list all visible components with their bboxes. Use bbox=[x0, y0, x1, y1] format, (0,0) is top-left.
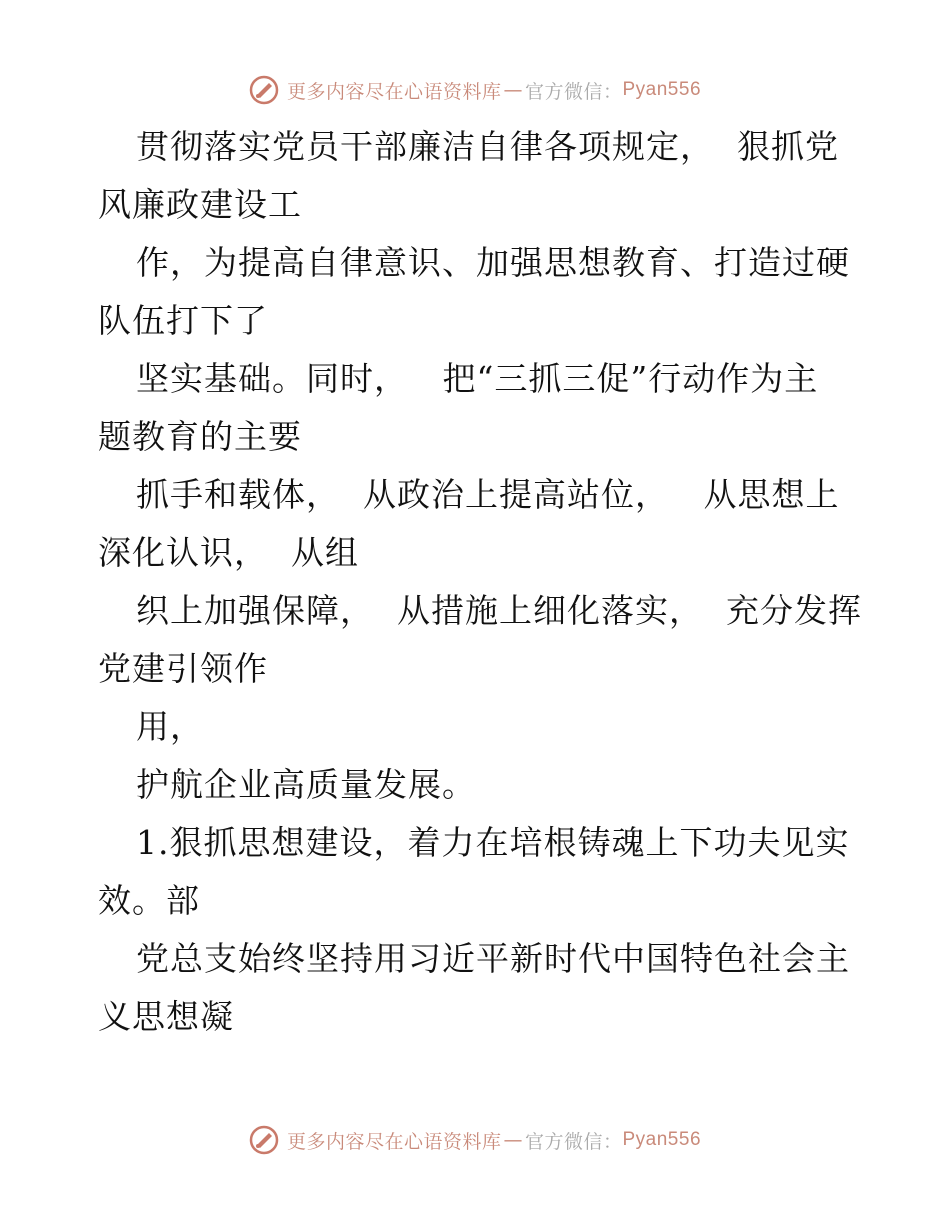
body-text-line: 贯彻落实党员干部廉洁自律各项规定， 狠抓党 bbox=[136, 127, 839, 166]
body-text-line: 护航企业高质量发展。 bbox=[136, 765, 476, 804]
footer-banner bbox=[0, 1120, 950, 1160]
body-text-line: 义思想凝 bbox=[98, 997, 234, 1036]
brand-logo-icon bbox=[249, 1125, 279, 1155]
banner-wechat-id: Pyan556 bbox=[622, 1129, 702, 1150]
body-text-line: 作，为提高自律意识、加强思想教育、打造过硬 bbox=[136, 243, 850, 282]
body-text-line: 题教育的主要 bbox=[98, 417, 302, 456]
banner-separator: — bbox=[503, 79, 523, 101]
body-text-line: 风廉政建设工 bbox=[98, 185, 302, 224]
banner-wechat-id: Pyan556 bbox=[622, 79, 702, 100]
body-text-line: 织上加强保障， 从措施上细化落实， 充分发挥 bbox=[136, 591, 862, 630]
body-text-line: 党建引领作 bbox=[98, 649, 268, 688]
banner-main-text: 更多内容尽在心语资料库 bbox=[286, 80, 502, 103]
body-text-line: 抓手和载体， 从政治上提高站位， 从思想上 bbox=[136, 475, 840, 514]
body-text-line: 队伍打下了 bbox=[98, 301, 268, 340]
banner-main-text: 更多内容尽在心语资料库 bbox=[286, 1130, 502, 1153]
banner-wechat-label: 官方微信： bbox=[524, 1130, 623, 1153]
body-text-line: 效。部 bbox=[98, 881, 200, 920]
body-text-line: 1.狠抓思想建设，着力在培根铸魂上下功夫见实 bbox=[136, 823, 850, 862]
document-body bbox=[98, 118, 862, 1046]
header-banner bbox=[0, 70, 950, 110]
banner-separator: — bbox=[503, 1129, 523, 1151]
body-text-line: 用， bbox=[136, 707, 204, 746]
brand-logo-icon bbox=[249, 75, 279, 105]
body-text-line: 党总支始终坚持用习近平新时代中国特色社会主 bbox=[136, 939, 850, 978]
banner-wechat-label: 官方微信： bbox=[524, 80, 623, 103]
body-text-line: 坚实基础。同时， 把“三抓三促”行动作为主 bbox=[136, 359, 819, 398]
body-text-line: 深化认识， 从组 bbox=[98, 533, 359, 572]
